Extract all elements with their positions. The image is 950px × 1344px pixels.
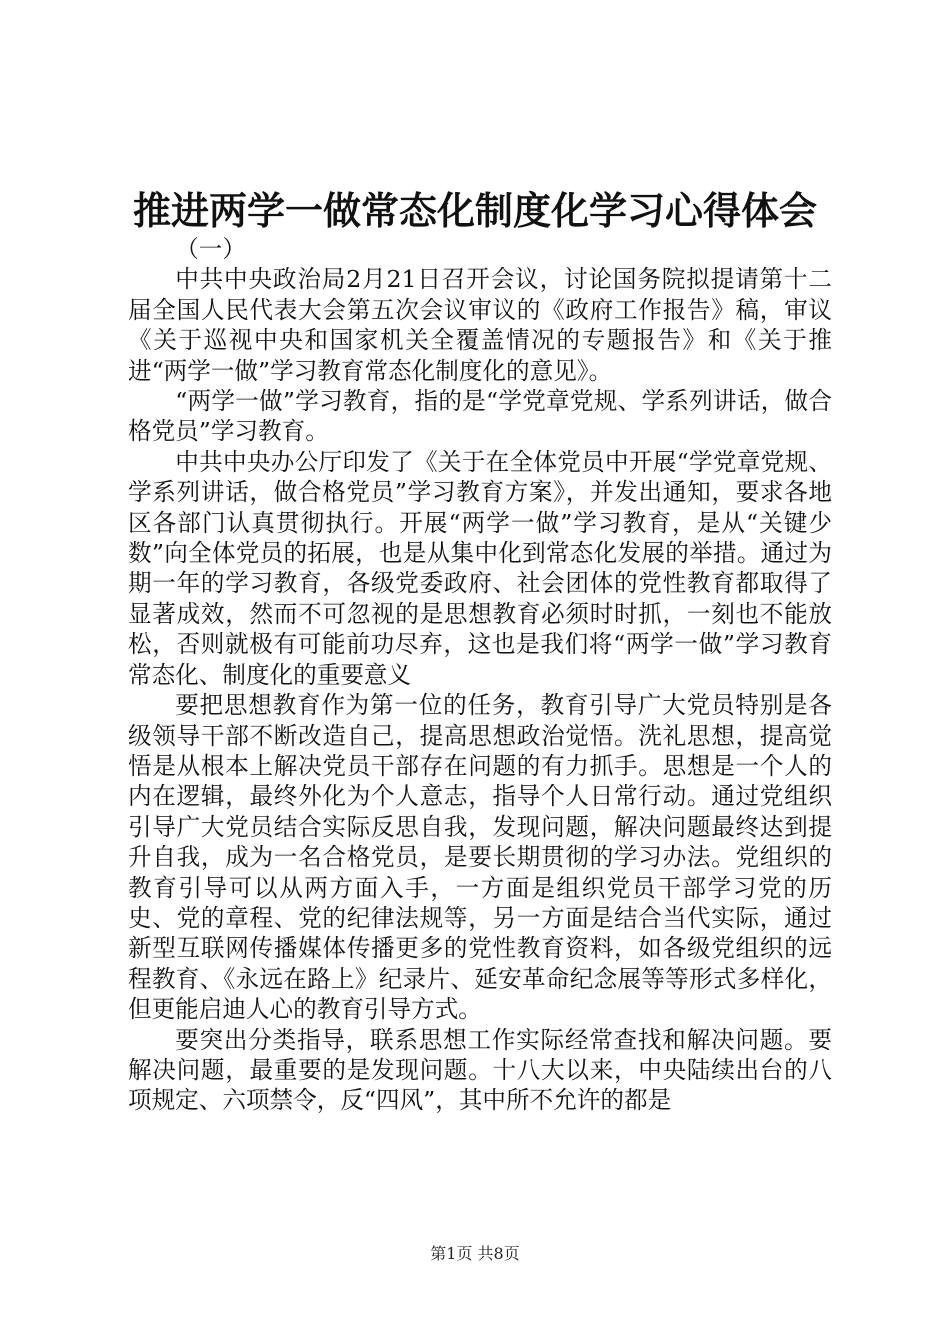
paragraph-ideological-education: 要把思想教育作为第一位的任务，教育引导广大党员特别是各级领导干部不断改造自己，提高思想政治觉悟。洗礼思想，提高觉悟是从根本上解决党员干部存在问题的有力抓手。思想是一个人的内在逻辑，最终外化为个人意志，指导个人日常行动。通过党组织引导广大党员结合实际反思自我，发现问题，解决问题最终达到提升自我，成为一名合格党员，是要长期贯彻的学习办法。党组织的教育引导可以从两方面入手，一方面是组织党员干部学习党的历史、党的章程、党的纪律法规等，另一方面是结合当代实际，通过新型互联网传播媒体传播更多的党性教育资料，如各级党组织的远程教育、《永远在路上》纪录片、延安革命纪念展等等形式多样化，但更能启迪人心的教育引导方式。 <box>128 691 832 1024</box>
paragraph-definition: “两学一做”学习教育，指的是“学党章党规、学系列讲话，做合格党员”学习教育。 <box>128 387 832 446</box>
paragraph-section-marker: （一） <box>175 235 246 263</box>
paragraph-meeting: 中共中央政治局2月21日召开会议，讨论国务院拟提请第十二届全国人民代表大会第五次会议审议的《政府工作报告》稿，审议《关于巡视中央和国家机关全覆盖情况的专题报告》和《关于推进“两学一做”学习教育常态化制度化的意见》。 <box>128 265 832 385</box>
page-number: 第1页 共8页 <box>430 1244 520 1263</box>
document-body <box>128 234 832 1116</box>
paragraph-classified-guidance: 要突出分类指导，联系思想工作实际经常查找和解决问题。要解决问题，最重要的是发现问题。十八大以来，中央陆续出台的八项规定、六项禁令，反“四风”，其中所不允许的都是 <box>128 1025 832 1115</box>
document-title: 推进两学一做常态化制度化学习心得体会 <box>132 188 817 233</box>
paragraph-notice: 中共中央办公厅印发了《关于在全体党员中开展“学党章党规、学系列讲话，做合格党员”学习教育方案》，并发出通知，要求各地区各部门认真贯彻执行。开展“两学一做”学习教育，是从“关键少数”向全体党员的拓展，也是从集中化到常态化发展的举措。通过为期一年的学习教育，各级党委政府、社会团体的党性教育都取得了显著成效，然而不可忽视的是思想教育必须时时抓，一刻也不能放松，否则就极有可能前功尽弃，这也是我们将“两学一做”学习教育常态化、制度化的重要意义 <box>128 447 832 689</box>
